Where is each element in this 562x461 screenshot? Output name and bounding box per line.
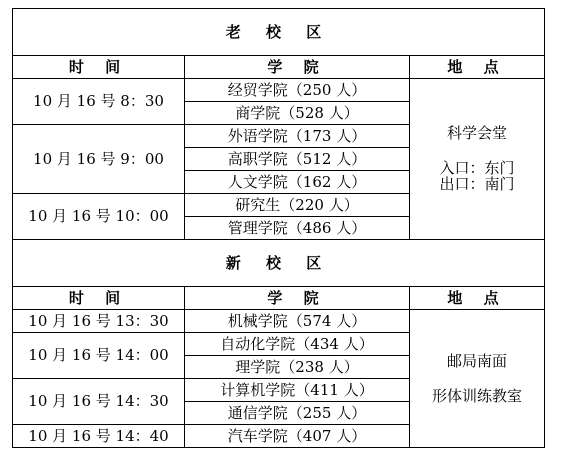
old-campus-place xyxy=(410,79,545,240)
schedule-table xyxy=(12,8,545,448)
college-cell: 研究生（220 人） xyxy=(185,194,410,217)
time-cell: 10 月 16 号 10：00 xyxy=(13,194,185,240)
place-spacer xyxy=(410,142,544,160)
new-campus-place xyxy=(410,310,545,448)
new-campus-title-row xyxy=(13,240,545,287)
old-campus-title-row xyxy=(13,9,545,56)
college-cell: 商学院（528 人） xyxy=(185,102,410,125)
place-venue: 科学会堂 xyxy=(446,124,507,143)
college-cell: 通信学院（255 人） xyxy=(185,402,410,425)
place-exit: 出口：南门 xyxy=(439,175,515,194)
time-cell: 10 月 16 号 9：00 xyxy=(13,125,185,194)
header-place: 地 点 xyxy=(410,287,545,310)
place-spacer xyxy=(410,370,544,388)
time-cell: 10 月 16 号 14：00 xyxy=(13,333,185,379)
header-college: 学 院 xyxy=(185,56,410,79)
college-cell: 管理学院（486 人） xyxy=(185,217,410,240)
place-entrance: 入口：东门 xyxy=(439,158,515,177)
header-time: 时 间 xyxy=(13,287,185,310)
new-campus-title: 新 校 区 xyxy=(13,240,545,287)
table-row xyxy=(13,79,545,102)
college-cell: 汽车学院（407 人） xyxy=(185,425,410,448)
college-cell: 计算机学院（411 人） xyxy=(185,379,410,402)
place-line-1: 邮局南面 xyxy=(446,352,507,370)
old-campus-header-row xyxy=(13,56,545,79)
college-cell: 理学院（238 人） xyxy=(185,356,410,379)
header-time: 时 间 xyxy=(13,56,185,79)
place-line-2: 形体训练教室 xyxy=(431,386,522,405)
time-cell: 10 月 16 号 14：30 xyxy=(13,379,185,425)
time-cell: 10 月 16 号 14：40 xyxy=(13,425,185,448)
header-place: 地 点 xyxy=(410,56,545,79)
old-campus-title: 老 校 区 xyxy=(13,9,545,56)
header-college: 学 院 xyxy=(185,287,410,310)
time-cell: 10 月 16 号 13：30 xyxy=(13,310,185,333)
college-cell: 机械学院（574 人） xyxy=(185,310,410,333)
new-campus-header-row xyxy=(13,287,545,310)
college-cell: 外语学院（173 人） xyxy=(185,125,410,148)
table-row xyxy=(13,310,545,333)
college-cell: 人文学院（162 人） xyxy=(185,171,410,194)
college-cell: 经贸学院（250 人） xyxy=(185,79,410,102)
college-cell: 自动化学院（434 人） xyxy=(185,333,410,356)
time-cell: 10 月 16 号 8：30 xyxy=(13,79,185,125)
college-cell: 高职学院（512 人） xyxy=(185,148,410,171)
